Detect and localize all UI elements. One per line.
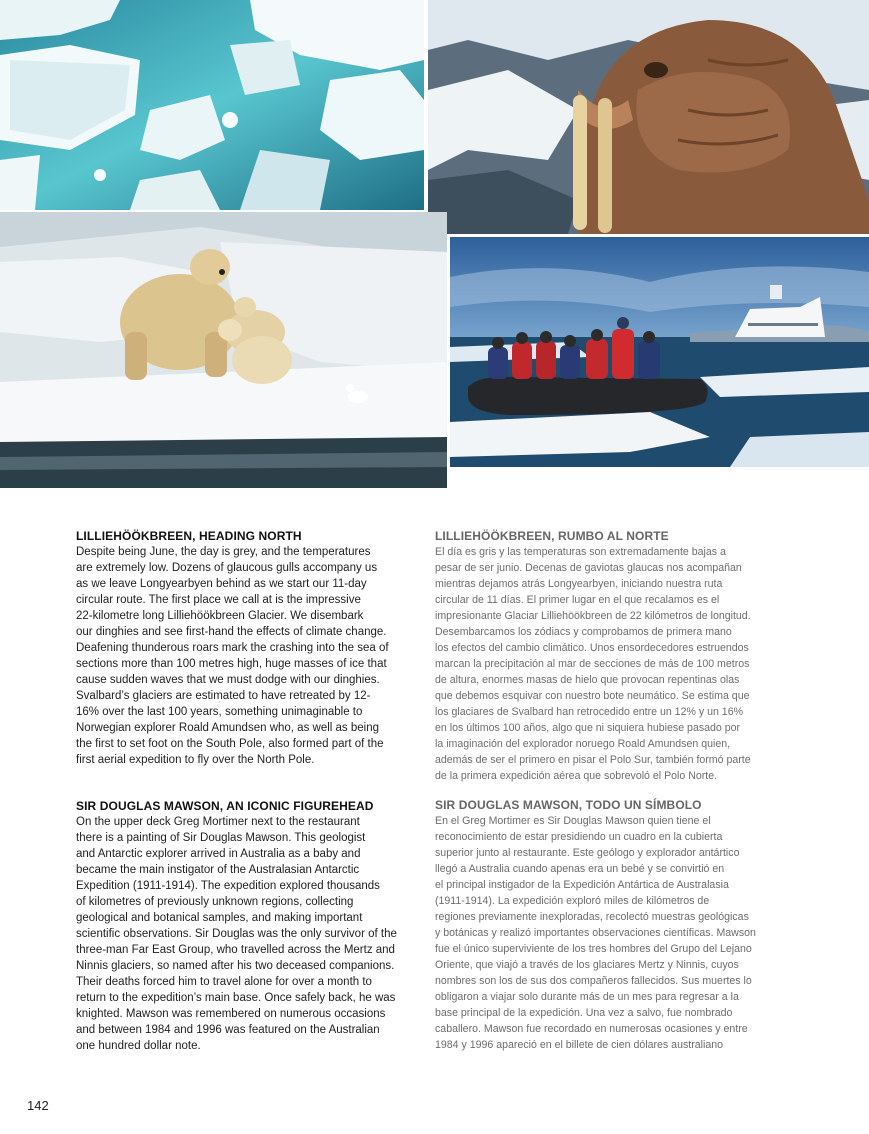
english-section1-body: Despite being June, the day is grey, and the temperatures are extremely low. Dozens of glaucous gulls accompany us as we leave Longyearbyen behind as we start our 11-day circular route. The first place we call at is the impressive 22-kilometre long Lilliehöökbreen Glacier. We disembark our dinghies and see first-hand the effects of climate change. Deafening thunderous roars mark the crashing into the sea of sections more than 100 metres high, huge masses of ice that cause sudden waves that we must dodge with our dinghies. Svalbard’s glaciers are estimated to have retreated by 12- 16% over the last 100 years, something unimaginable to Norwegian explorer Roald Amundsen who, as well as being the first to set foot on the South Pole, also formed part of the first aerial expedition to fly over the North Pole. <box>76 546 389 766</box>
spanish-section2-body: En el Greg Mortimer es Sir Douglas Mawson quien tiene el reconocimiento de estar presidiendo un cuadro en la cubierta superior junto al restaurante. Este geólogo y explorador antártico llegó a Australia cuando apenas era un bebé y se convirtió en el principal instigador de la Expedición Antártica de Australasia (1911-1914). La expedición exploró miles de kilómetros de regiones previamente inexploradas, recolectó muestras geológicas y botánicas y realizó importantes observaciones científicas. Mawson fue el único superviviente de los tres hombres del Grupo del Lejano Oriente, que viajó a través de los glaciares Mertz y Ninnis, cuyos nombres son los de sus dos compañeros fallecidos. Sus muertes lo obligaron a viajar solo durante más de un mes para regresar a la base principal de la expedición. Una vez a salvo, fue nombrado caballero. Mawson fue recordado en numerosas ocasiones y entre 1984 y 1996 apareció en el billete de cien dólares australiano <box>435 815 756 1051</box>
polar-bears-photo <box>0 212 447 488</box>
zodiac-expedition-photo <box>450 237 869 467</box>
english-section2-heading: SIR DOUGLAS MAWSON, AN ICONIC FIGUREHEAD <box>76 799 374 813</box>
spanish-section2-heading: SIR DOUGLAS MAWSON, TODO UN SÍMBOLO <box>435 798 702 812</box>
spanish-section1-body: El día es gris y las temperaturas son extremadamente bajas a pesar de ser junio. Decenas de gaviotas glaucas nos acompañan mientras dejamos atrás Longyearbyen, iniciando nuestra ruta circular de 11 días. El primer lugar en el que recalamos es el impresionante Glaciar Lilliehöökbreen de 22 kilómetros de longitud. Desembarcamos los zódiacs y comprobamos de primera mano los efectos del cambio climático. Unos ensordecedores estruendos marcan la precipitación al mar de secciones de más de 100 metros de altura, enormes masas de hielo que provocan repentinas olas que debemos esquivar con nuestro bote neumático. Se estima que los glaciares de Svalbard han retrocedido entre un 12% y un 16% en los últimos 100 años, algo que ni siquiera hubiese pasado por la imaginación del explorador noruego Roald Amundsen quien, además de ser el primero en pisar el Polo Sur, también formó parte de la primera expedición aérea que sobrevoló el Polo Norte. <box>435 546 751 782</box>
english-section1-heading: LILLIEHÖÖKBREEN, HEADING NORTH <box>76 529 302 543</box>
spanish-column <box>435 528 780 1053</box>
spanish-section1-heading: LILLIEHÖÖKBREEN, RUMBO AL NORTE <box>435 529 669 543</box>
sea-ice-photo <box>0 0 424 210</box>
page-number: 142 <box>27 1098 49 1113</box>
english-section2-body: On the upper deck Greg Mortimer next to the restaurant there is a painting of Sir Douglas Mawson. This geologist and Antarctic explorer arrived in Australia as a baby and became the main instigator of the Australasian Antarctic Expedition (1911-1914). The expedition explored thousands of kilometres of previously unknown regions, collecting geological and botanical samples, and making important scientific observations. Sir Douglas was the only survivor of the three-man Far East Group, who travelled across the Mertz and Ninnis glaciers, so named after his two deceased companions. Their deaths forced him to travel alone for over a month to return to the expedition’s main base. Once safely back, he was knighted. Mawson was remembered on numerous occasions and between 1984 and 1996 was featured on the Australian one hundred dollar note. <box>76 816 397 1052</box>
walrus-photo <box>428 0 869 234</box>
english-column <box>76 528 421 1054</box>
